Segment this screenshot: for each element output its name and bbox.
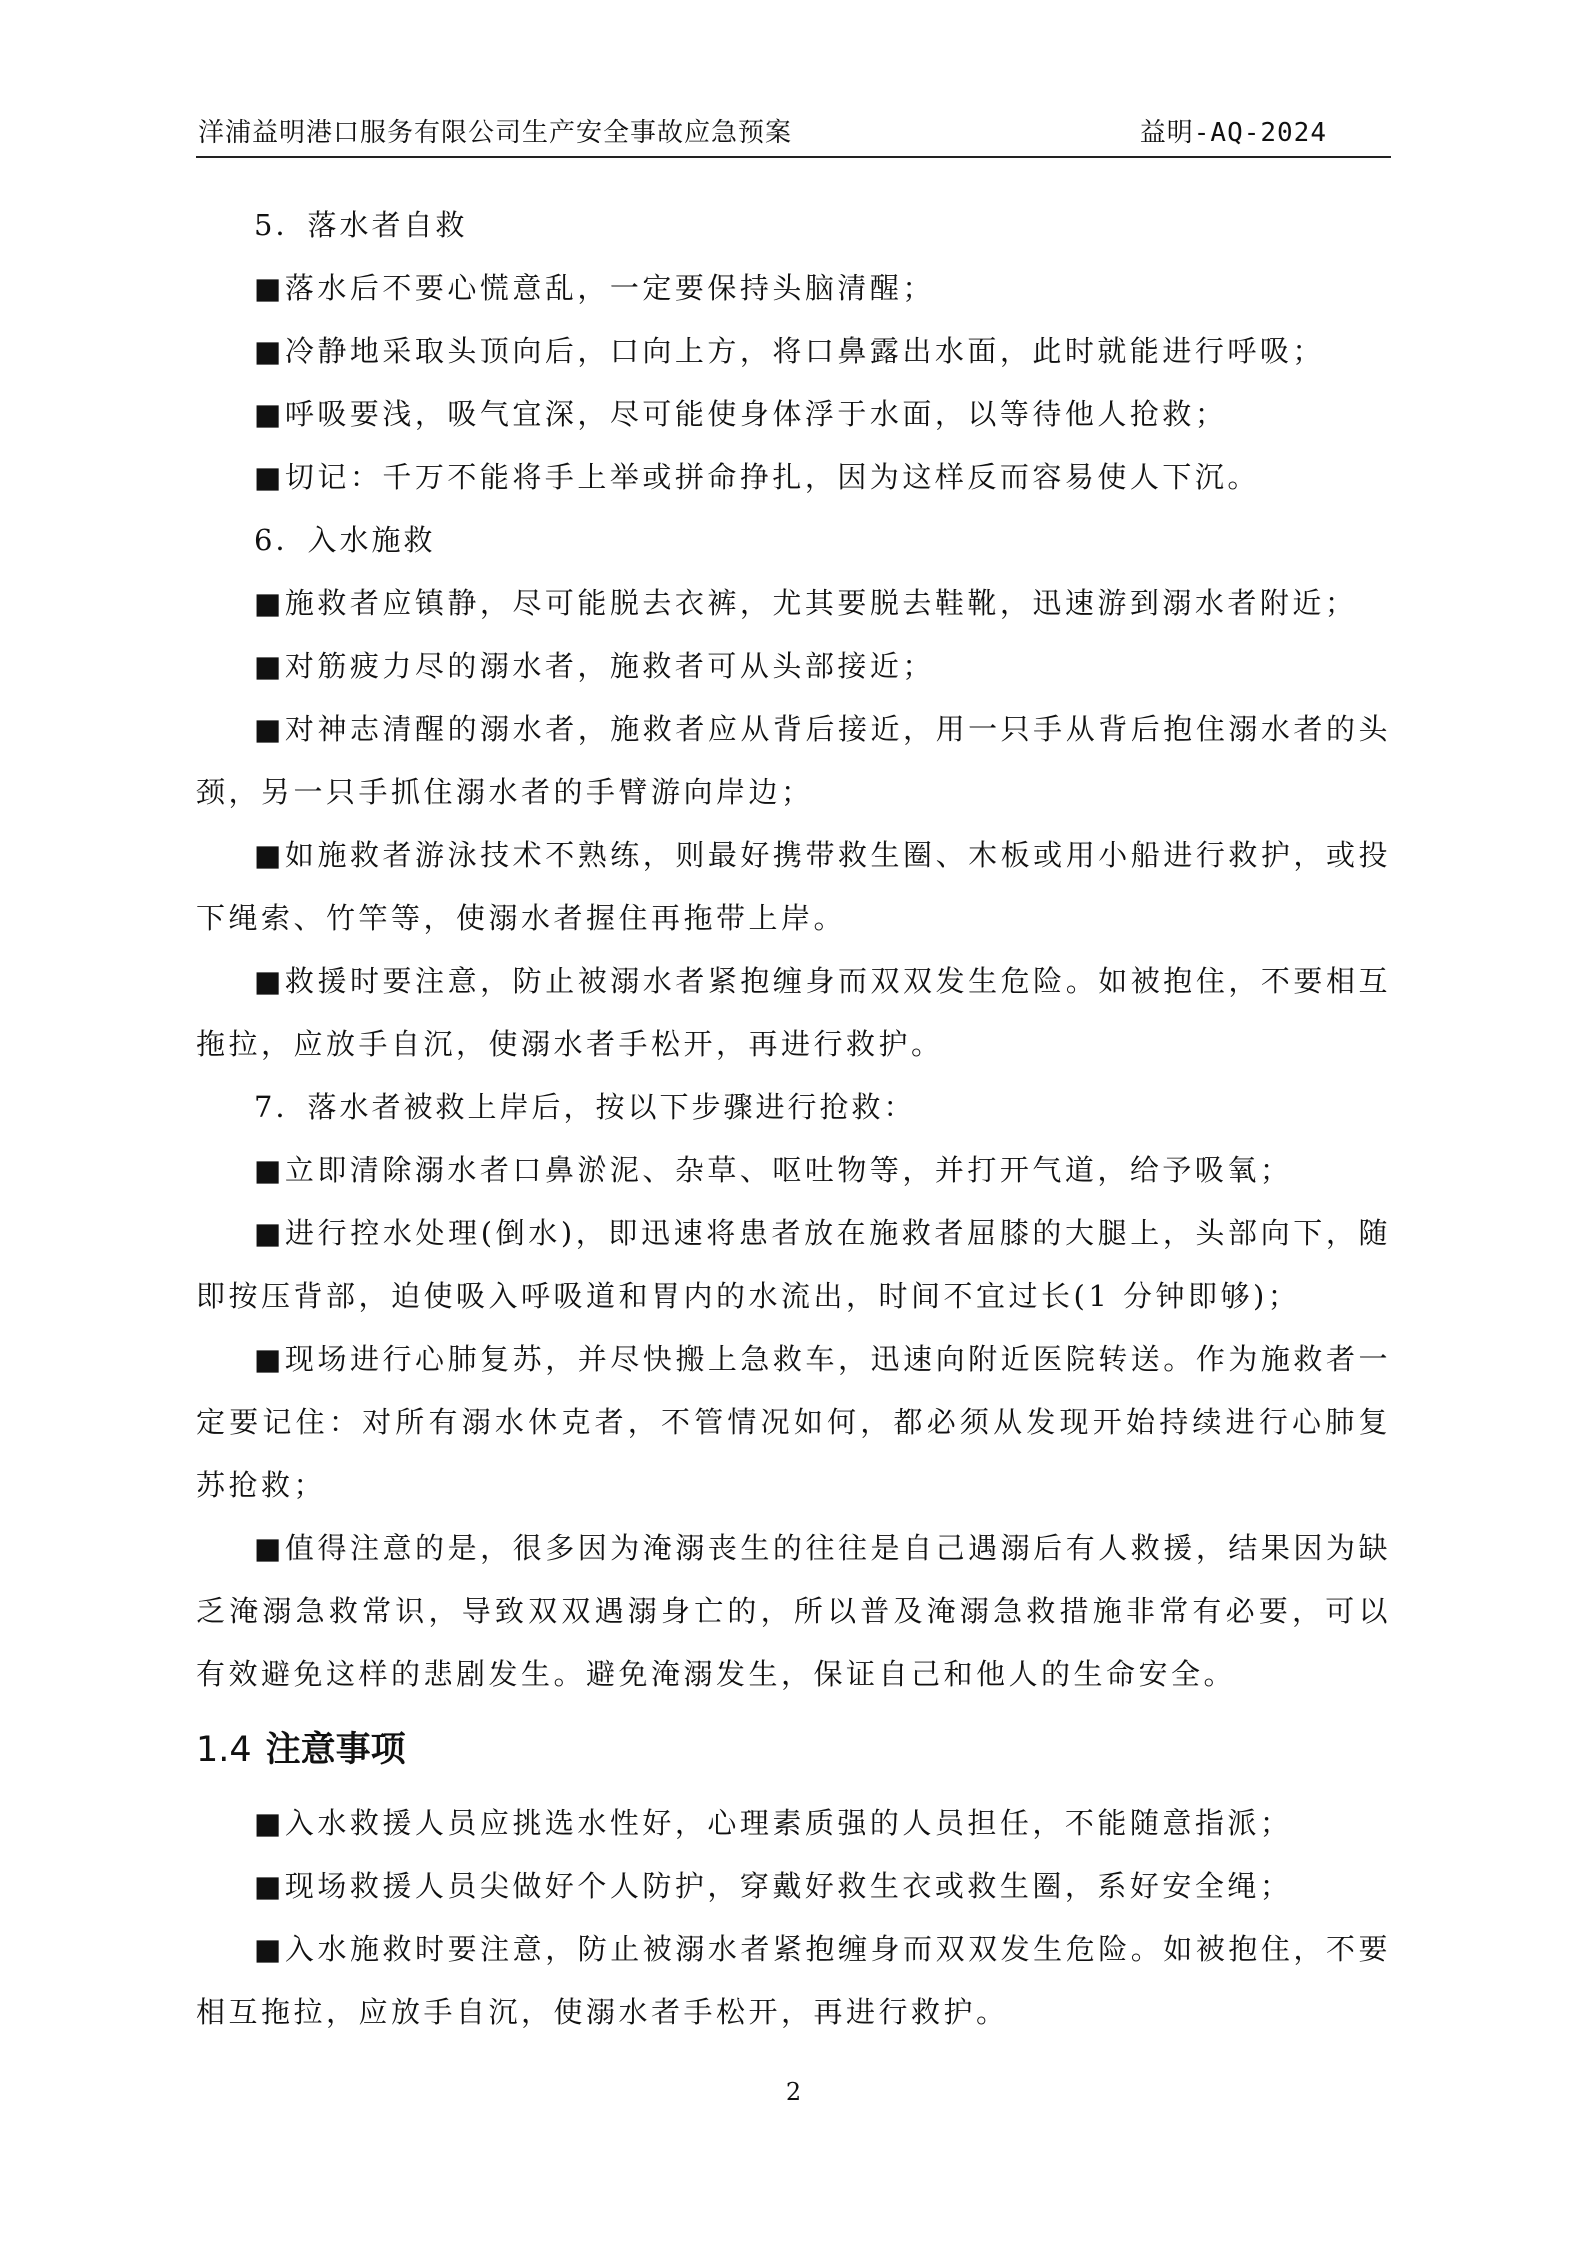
list-item: ■呼吸要浅，吸气宜深，尽可能使身体浮于水面，以等待他人抢救； <box>254 397 1228 431</box>
list-item: ■现场救援人员尖做好个人防护，穿戴好救生衣或救生圈，系好安全绳； <box>254 1869 1293 1903</box>
list-item: ■进行控水处理(倒水)，即迅速将患者放在施救者屈膝的大腿上，头部向下，随即按压背部，迫使吸入呼吸道和胃内的水流出，时间不宜过长(1 分钟即够)； <box>196 1216 1391 1313</box>
header-doc-code: 益明-AQ-2024 <box>1139 118 1327 148</box>
page-number: 2 <box>785 2078 802 2106</box>
section-number: 1.4 <box>196 1730 252 1770</box>
page-header <box>196 112 1391 158</box>
list-item: ■入水施救时要注意，防止被溺水者紧抱缠身而双双发生危险。如被抱住，不要相互拖拉，应放手自沉，使溺水者手松开，再进行救护。 <box>196 1932 1391 2029</box>
list-item: ■对神志清醒的溺水者，施救者应从背后接近，用一只手从背后抱住溺水者的头颈，另一只手抓住溺水者的手臂游向岸边； <box>196 712 1391 809</box>
page-content <box>196 194 1391 2044</box>
header-company-title: 洋浦益明港口服务有限公司生产安全事故应急预案 <box>198 118 793 148</box>
section-6-title: 6．入水施救 <box>254 523 436 557</box>
list-item: ■救援时要注意，防止被溺水者紧抱缠身而双双发生危险。如被抱住，不要相互拖拉，应放手自沉，使溺水者手松开，再进行救护。 <box>196 964 1391 1061</box>
list-item: ■切记：千万不能将手上举或拼命挣扎，因为这样反而容易使人下沉。 <box>254 460 1260 494</box>
list-item: ■立即清除溺水者口鼻淤泥、杂草、呕吐物等，并打开气道，给予吸氧； <box>254 1153 1293 1187</box>
list-item: ■如施救者游泳技术不熟练，则最好携带救生圈、木板或用小船进行救护，或投下绳索、竹竿等，使溺水者握住再拖带上岸。 <box>196 838 1391 935</box>
list-item: ■入水救援人员应挑选水性好，心理素质强的人员担任，不能随意指派； <box>254 1806 1293 1840</box>
list-item: ■冷静地采取头顶向后，口向上方，将口鼻露出水面，此时就能进行呼吸； <box>254 334 1325 368</box>
list-item: ■落水后不要心慌意乱，一定要保持头脑清醒； <box>254 271 935 305</box>
section-5-title: 5．落水者自救 <box>254 208 468 242</box>
section-7-title: 7．落水者被救上岸后，按以下步骤进行抢救： <box>254 1090 916 1124</box>
list-item: ■对筋疲力尽的溺水者，施救者可从头部接近； <box>254 649 935 683</box>
list-item: ■施救者应镇静，尽可能脱去衣裤，尤其要脱去鞋靴，迅速游到溺水者附近； <box>254 586 1358 620</box>
list-item: ■值得注意的是，很多因为淹溺丧生的往往是自己遇溺后有人救援，结果因为缺乏淹溺急救常识，导致双双遇溺身亡的，所以普及淹溺急救措施非常有必要，可以有效避免这样的悲剧发生。避免淹溺发生，保证自己和他人的生命安全。 <box>196 1531 1391 1691</box>
list-item: ■现场进行心肺复苏，并尽快搬上急救车，迅速向附近医院转送。作为施救者一定要记住：对所有溺水休克者，不管情况如何，都必须从发现开始持续进行心肺复苏抢救； <box>196 1342 1391 1502</box>
section-1-4-heading <box>196 1718 1391 1782</box>
section-heading-text: 注意事项 <box>265 1730 406 1770</box>
